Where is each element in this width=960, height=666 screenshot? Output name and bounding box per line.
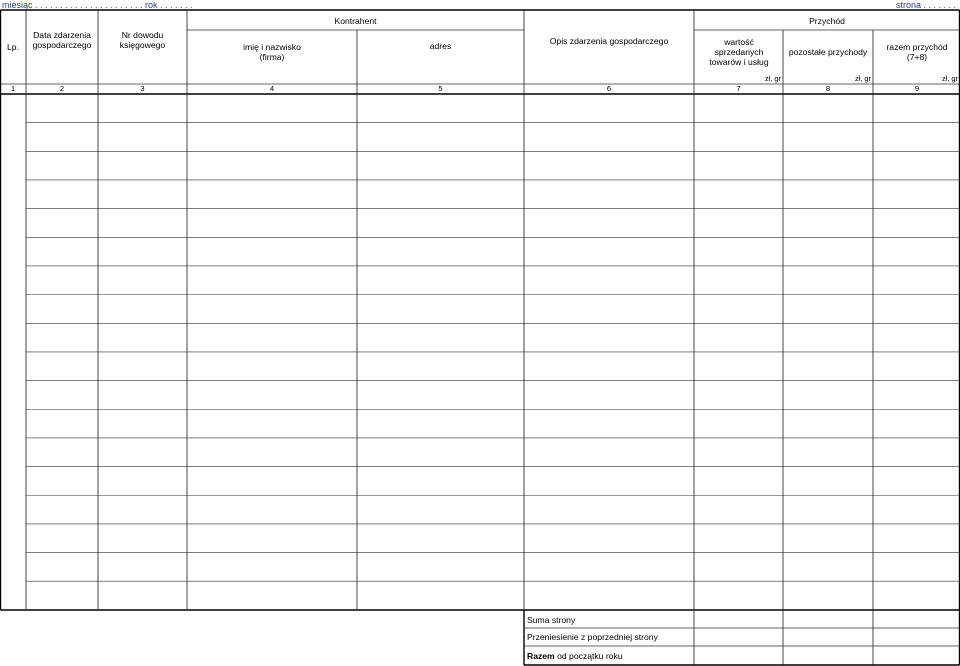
carry-over-label: Przeniesienie z poprzedniej strony	[527, 632, 658, 642]
header-contractor-address: adres	[429, 41, 452, 51]
year-total-label	[527, 651, 623, 661]
column-number: 8	[825, 84, 831, 93]
header-contractor: Kontrahent	[334, 15, 377, 26]
month-year-line: miesiąc . . . . . . . . . . . . . . . . . . . . . . rok . . . . . . .	[2, 0, 193, 10]
column-number: 7	[736, 84, 741, 93]
unit-label-col7: zł, gr	[764, 74, 781, 83]
header-doc-number: Nr dowodu księgowego	[119, 30, 166, 50]
header-date: Data zdarzenia gospodarczego	[32, 30, 92, 50]
page-number-line: strona . . . . . . .	[895, 0, 956, 10]
header-description: Opis zdarzenia gospodarczego	[549, 36, 669, 46]
column-number: 6	[606, 84, 612, 93]
header-revenue: Przychód	[809, 15, 845, 26]
header-sales-value: wartość sprzedanych towarów i usług	[709, 37, 769, 67]
unit-label-col8: zł, gr	[854, 74, 871, 83]
column-number: 2	[59, 84, 65, 93]
header-contractor-name: imię i nazwisko (firma)	[243, 42, 301, 62]
column-number: 4	[269, 84, 275, 93]
column-number: 9	[914, 84, 920, 93]
page-sum-label: Suma strony	[527, 615, 576, 625]
column-number: 1	[10, 84, 16, 93]
year-total-bold: Razem	[527, 651, 555, 661]
column-number: 5	[438, 84, 443, 93]
unit-label-col9: zł, gr	[941, 74, 958, 83]
header-lp: Lp.	[7, 42, 19, 52]
header-other-revenue: pozostałe przychody	[788, 47, 868, 57]
year-total-rest: od początku roku	[554, 651, 623, 661]
column-number: 3	[140, 84, 145, 93]
header-total-revenue: razem przychód (7+8)	[886, 42, 948, 62]
